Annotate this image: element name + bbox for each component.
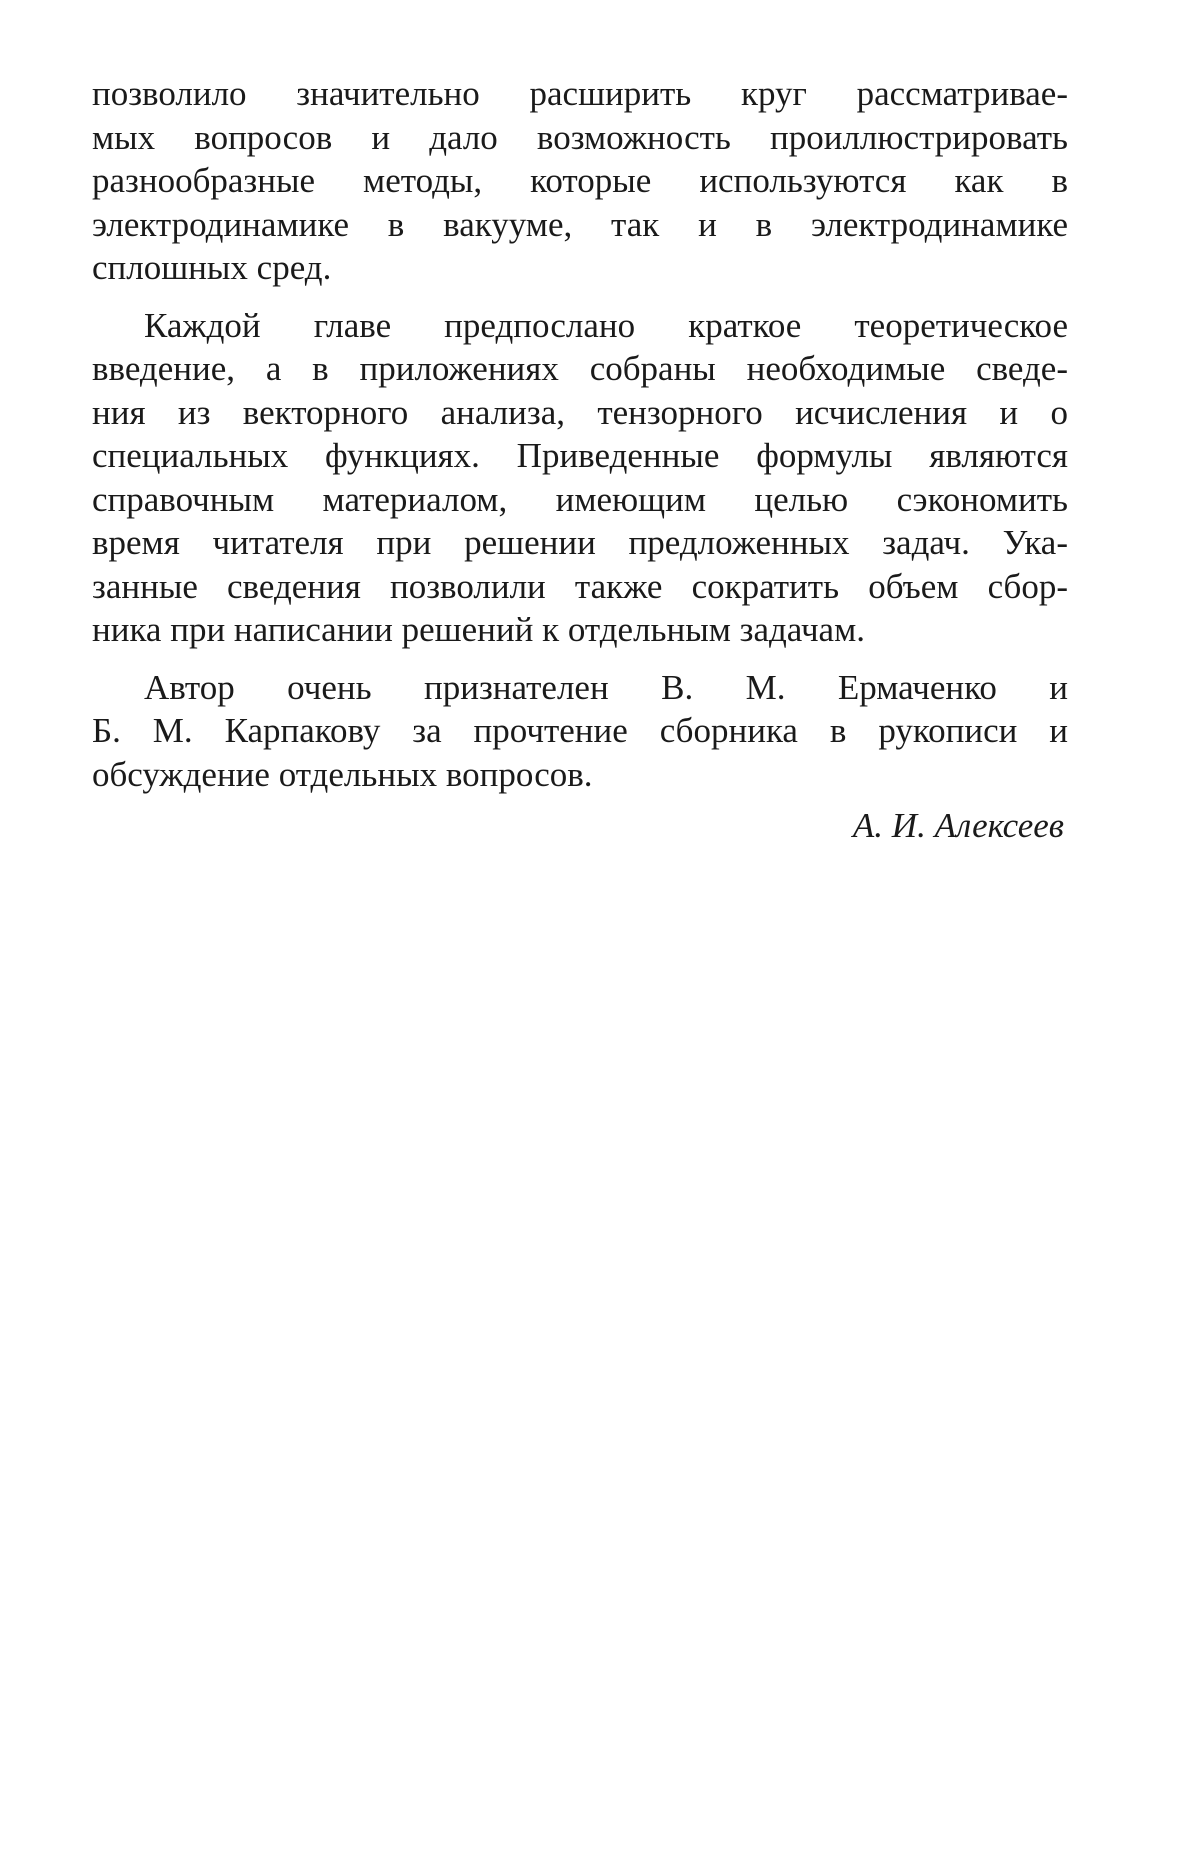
text-line: Каждой главе предпослано краткое теоретическое <box>144 305 1068 345</box>
text-line: занные сведения позволили также сократить объем сбор- <box>92 566 1068 606</box>
text-line: ния из векторного анализа, тензорного исчисления и о <box>92 392 1068 432</box>
text-line: мых вопросов и дало возможность проиллюстрировать <box>92 117 1068 157</box>
text-line: Б. М. Карпакову за прочтение сборника в рукописи и <box>92 711 1068 750</box>
text-line: электродинамике в вакууме, так и в электродинамике <box>92 204 1068 244</box>
paragraph-2 <box>92 304 1068 652</box>
text-line: позволило значительно расширить круг рассматривае- <box>92 74 1068 113</box>
text-line: специальных функциях. Приведенные формулы являются <box>92 436 1068 475</box>
text-line: обсуждение отдельных вопросов. <box>92 754 593 794</box>
text-line: время читателя при решении предложенных задач. Ука- <box>92 523 1068 562</box>
author-signature: А. И. Алексеев <box>852 806 1064 845</box>
text-line: ника при написании решений к отдельным задачам. <box>92 610 865 649</box>
paragraph-1 <box>92 72 1068 290</box>
paragraph-3 <box>92 666 1068 797</box>
text-line: справочным материалом, имеющим целью сэкономить <box>92 479 1068 519</box>
text-line: Автор очень признателен В. М. Ермаченко и <box>144 667 1068 707</box>
page-body <box>92 72 1068 848</box>
text-line: сплошных сред. <box>92 248 332 287</box>
text-line: разнообразные методы, которые используются как в <box>92 161 1068 200</box>
text-line: введение, а в приложениях собраны необходимые сведе- <box>92 349 1068 388</box>
